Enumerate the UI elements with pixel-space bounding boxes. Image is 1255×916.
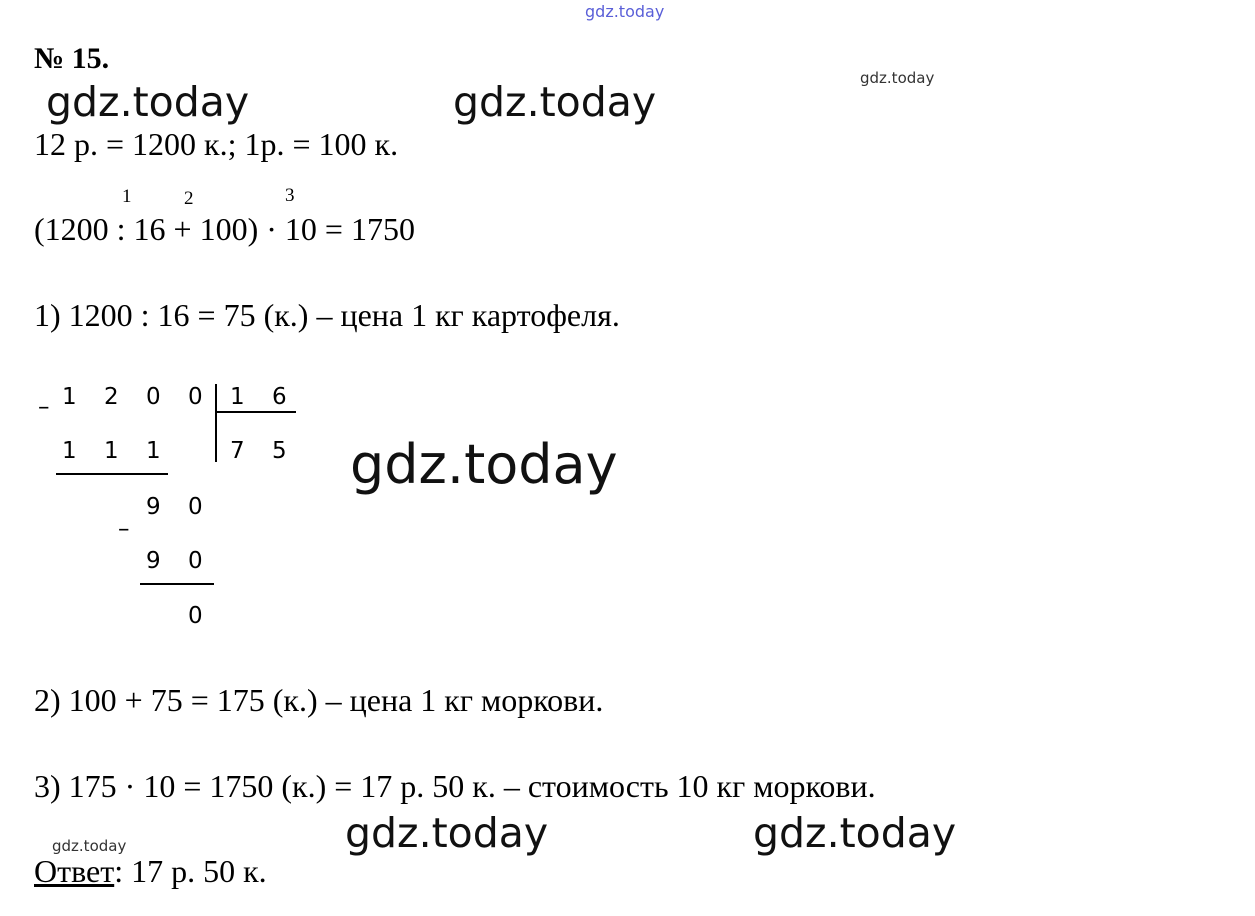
watermark-huge-center: gdz.today <box>350 433 618 496</box>
minus-sign-1: – <box>38 394 50 420</box>
watermark-small-bottom-left: gdz.today <box>52 837 127 855</box>
remainder-digit: 0 <box>188 494 203 520</box>
subtrahend-digit: 1 <box>62 438 77 464</box>
answer-line <box>34 855 267 887</box>
subtrahend-digit: 1 <box>104 438 119 464</box>
conversion-line: 12 р. = 1200 к.; 1р. = 100 к. <box>34 126 399 162</box>
subtrahend2-digit: 0 <box>188 548 203 574</box>
subtraction-line-1 <box>56 473 168 475</box>
minus-sign-2: – <box>118 516 130 542</box>
watermark-small-right: gdz.today <box>860 69 935 87</box>
division-vertical-bar <box>215 384 217 462</box>
expression-line: (1200 : 16 + 100) · 10 = 1750 <box>34 211 415 247</box>
watermark-big-bottom-mid: gdz.today <box>345 809 549 857</box>
step-3: 3) 175 · 10 = 1750 (к.) = 17 р. 50 к. – стоимость 10 кг моркови. <box>34 768 876 804</box>
problem-number: № 15. <box>34 42 110 75</box>
divisor-digit: 1 <box>230 384 245 410</box>
step-2: 2) 100 + 75 = 175 (к.) – цена 1 кг моркови. <box>34 682 604 718</box>
subtraction-line-2 <box>140 583 214 585</box>
subtrahend2-digit: 9 <box>146 548 161 574</box>
watermark-big-bottom-right: gdz.today <box>753 809 957 857</box>
divisor-digit: 6 <box>272 384 287 410</box>
remainder-digit: 9 <box>146 494 161 520</box>
quotient-digit: 7 <box>230 438 245 464</box>
quotient-digit: 5 <box>272 438 287 464</box>
watermark-top: gdz.today <box>585 2 665 21</box>
dividend-digit: 0 <box>188 384 203 410</box>
dividend-digit: 0 <box>146 384 161 410</box>
answer-label: Ответ <box>34 853 115 889</box>
subtrahend-digit: 1 <box>146 438 161 464</box>
order-mark-2: 2 <box>184 188 194 209</box>
watermark-big-mid: gdz.today <box>453 78 657 126</box>
answer-value: : 17 р. 50 к. <box>114 853 267 889</box>
step-1: 1) 1200 : 16 = 75 (к.) – цена 1 кг картофеля. <box>34 297 620 333</box>
dividend-digit: 2 <box>104 384 119 410</box>
watermark-big-left: gdz.today <box>46 78 250 126</box>
order-mark-1: 1 <box>122 186 132 207</box>
order-mark-3: 3 <box>285 185 295 206</box>
dividend-digit: 1 <box>62 384 77 410</box>
division-horizontal-bar <box>216 411 296 413</box>
final-remainder: 0 <box>188 603 203 629</box>
